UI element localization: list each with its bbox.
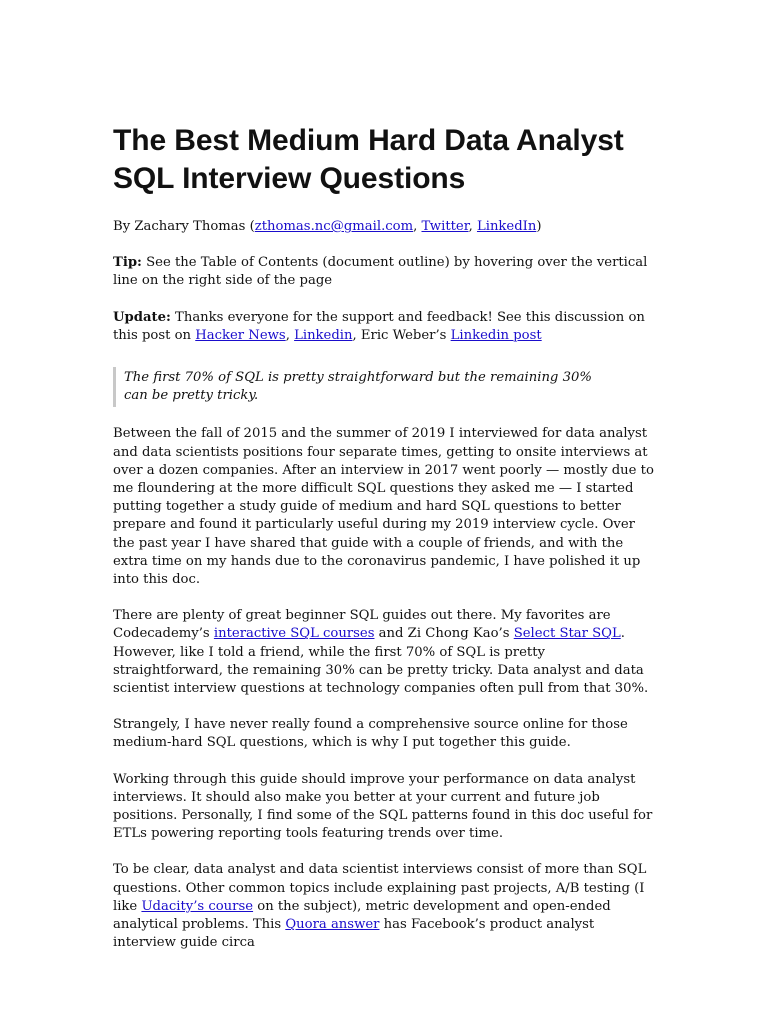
byline-separator: ,	[413, 219, 422, 234]
byline-suffix: )	[536, 219, 542, 234]
select-star-sql-link[interactable]: Select Star SQL	[513, 626, 621, 642]
linkedin-post-link[interactable]: Linkedin post	[450, 327, 542, 343]
tip-label: Tip:	[113, 255, 142, 271]
paragraph-text: on the subject), metric development and open-ended analytical problems. This	[113, 898, 611, 933]
update-label: Update:	[113, 309, 171, 325]
comprehensive-source-paragraph: Strangely, I have never really found a comprehensive source online for those medium-hard SQL questions, which is why I put together this guide.	[113, 717, 628, 751]
quora-answer-link[interactable]: Quora answer	[285, 917, 380, 933]
paragraph-text: has Facebook’s product analyst interview guide circa	[113, 917, 595, 951]
pull-quote: The first 70% of SQL is pretty straightforward but the remaining 30% can be pretty tricky.	[113, 367, 594, 407]
tip-text: See the Table of Contents (document outline) by hovering over the vertical line on the right side of the page	[113, 255, 648, 289]
tip-paragraph	[113, 254, 656, 290]
interactive-sql-courses-link[interactable]: interactive SQL courses	[213, 626, 375, 642]
paragraph-text: . However, like I told a friend, while the first 70% of SQL is pretty straightforward, the remaining 30% can be pretty tricky. Data analyst and data scientist interview questions at technology companies often pull from that 30%.	[113, 626, 649, 697]
paragraph-text: To be clear, data analyst and data scientist interviews consist of more than SQL questions. Other common topics include explaining past projects, A/B testing (I like	[113, 862, 647, 914]
update-linkedin-link[interactable]: Linkedin	[294, 327, 353, 343]
email-link[interactable]: zthomas.nc@gmail.com	[254, 219, 414, 234]
guide-benefit-paragraph: Working through this guide should improve your performance on data analyst interviews. It should also make you better at your current and future job positions. Personally, I find some of the SQL patterns found in this doc useful for ETLs powering reporting tools featuring trends over time.	[113, 771, 653, 842]
byline	[113, 218, 656, 236]
update-separator: ,	[285, 327, 295, 343]
byline-separator: ,	[468, 219, 477, 234]
update-paragraph	[113, 309, 656, 345]
linkedin-link[interactable]: LinkedIn	[476, 219, 537, 234]
interview-topics-paragraph	[113, 861, 656, 952]
update-text: Thanks everyone for the support and feedback! See this discussion on this post on	[113, 309, 645, 343]
intro-paragraph: Between the fall of 2015 and the summer of 2019 I interviewed for data analyst and data scientists positions four separate times, getting to onsite interviews at over a dozen companies. After an interview in 2017 went poorly — mostly due to me floundering at the more difficult SQL questions they asked me — I started putting together a study guide of medium and hard SQL questions to better prepare and found it particularly useful during my 2019 interview cycle. Over the past year I have shared that guide with a couple of friends, and with the extra time on my hands due to the coronavirus pandemic, I have polished it up into this doc.	[113, 426, 654, 588]
twitter-link[interactable]: Twitter	[421, 219, 469, 234]
udacity-course-link[interactable]: Udacity’s course	[141, 898, 254, 914]
byline-prefix: By Zachary Thomas (	[113, 219, 255, 234]
paragraph-text: There are plenty of great beginner SQL guides out there. My favorites are Codecademy’s	[113, 608, 611, 642]
paragraph-text: and Zi Chong Kao’s	[374, 626, 514, 642]
update-text: , Eric Weber’s	[352, 327, 451, 343]
page-title: The Best Medium Hard Data Analyst SQL Interview Questions	[113, 124, 624, 195]
beginner-guides-paragraph	[113, 607, 656, 698]
hacker-news-link[interactable]: Hacker News	[195, 327, 286, 343]
